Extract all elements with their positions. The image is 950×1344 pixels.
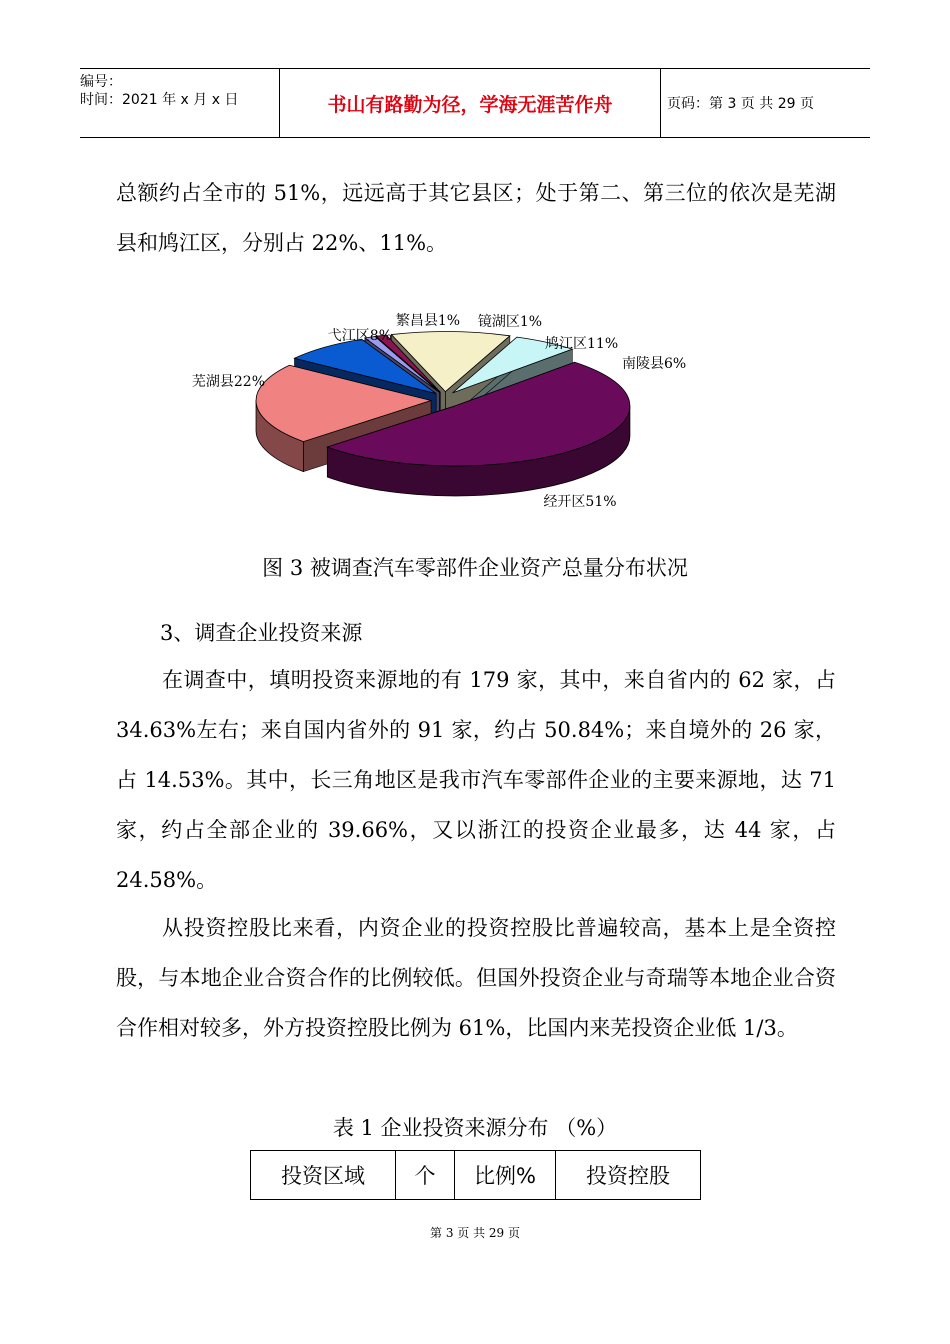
pie-slice-label: 鸠江区11% bbox=[545, 336, 619, 352]
asset-distribution-pie-chart bbox=[190, 300, 710, 525]
header-page-number: 页码：第 3 页 共 29 页 bbox=[667, 96, 814, 112]
page-header bbox=[80, 68, 870, 138]
table-header-cell: 比例% bbox=[455, 1151, 556, 1200]
paragraph-asset-share: 总额约占全市的 51%，远远高于其它县区；处于第二、第三位的依次是芜湖县和鸠江区，分别占 22%、11%。 bbox=[116, 181, 836, 255]
document-date: 时间：2021 年 x 月 x 日 bbox=[80, 92, 239, 108]
page-footer: 第 3 页 共 29 页 bbox=[430, 1226, 520, 1240]
header-motto: 书山有路勤为径，学海无涯苦作舟 bbox=[280, 69, 661, 137]
table-header-cell: 个 bbox=[396, 1151, 455, 1200]
paragraph-investment-source: 在调查中，填明投资来源地的有 179 家，其中，来自省内的 62 家，占 34.63%左右；来自国内省外的 91 家，约占 50.84%；来自境外的 26 家，占 14.53%。其中，长三角地区是我市汽车零部件企业的主要来源地，达 71 家，约占全部企业的 39.66%，又以浙江的投资企业最多，达 44 家，占 24.58%。 bbox=[116, 668, 836, 892]
pie-slice-label: 芜湖县22% bbox=[191, 374, 265, 390]
header-meta bbox=[80, 69, 280, 137]
investment-source-table bbox=[250, 1150, 701, 1200]
section-heading: 3、调查企业投资来源 bbox=[160, 621, 363, 645]
pie-slice-label: 繁昌县1% bbox=[395, 313, 461, 329]
figure-caption: 图 3 被调查汽车零部件企业资产总量分布状况 bbox=[262, 556, 688, 580]
table-header-row bbox=[251, 1151, 701, 1200]
table-caption: 表 1 企业投资来源分布 （%） bbox=[332, 1116, 618, 1140]
pie-slice-label: 镜湖区1% bbox=[477, 314, 543, 330]
pie-slice-label: 弋江区8% bbox=[327, 328, 392, 344]
pie-slice-label: 经开区51% bbox=[543, 494, 617, 510]
table-header-cell: 投资区域 bbox=[251, 1151, 396, 1200]
pie-slice-label: 南陵县6% bbox=[622, 356, 687, 372]
table-header-cell: 投资控股 bbox=[556, 1151, 701, 1200]
paragraph-holding-ratio: 从投资控股比来看，内资企业的投资控股比普遍较高，基本上是全资控股，与本地企业合资合作的比例较低。但国外投资企业与奇瑞等本地企业合资合作相对较多，外方投资控股比例为 61%，比国内来芜投资企业低 1/3。 bbox=[116, 916, 836, 1040]
document-number: 编号： bbox=[80, 74, 122, 90]
